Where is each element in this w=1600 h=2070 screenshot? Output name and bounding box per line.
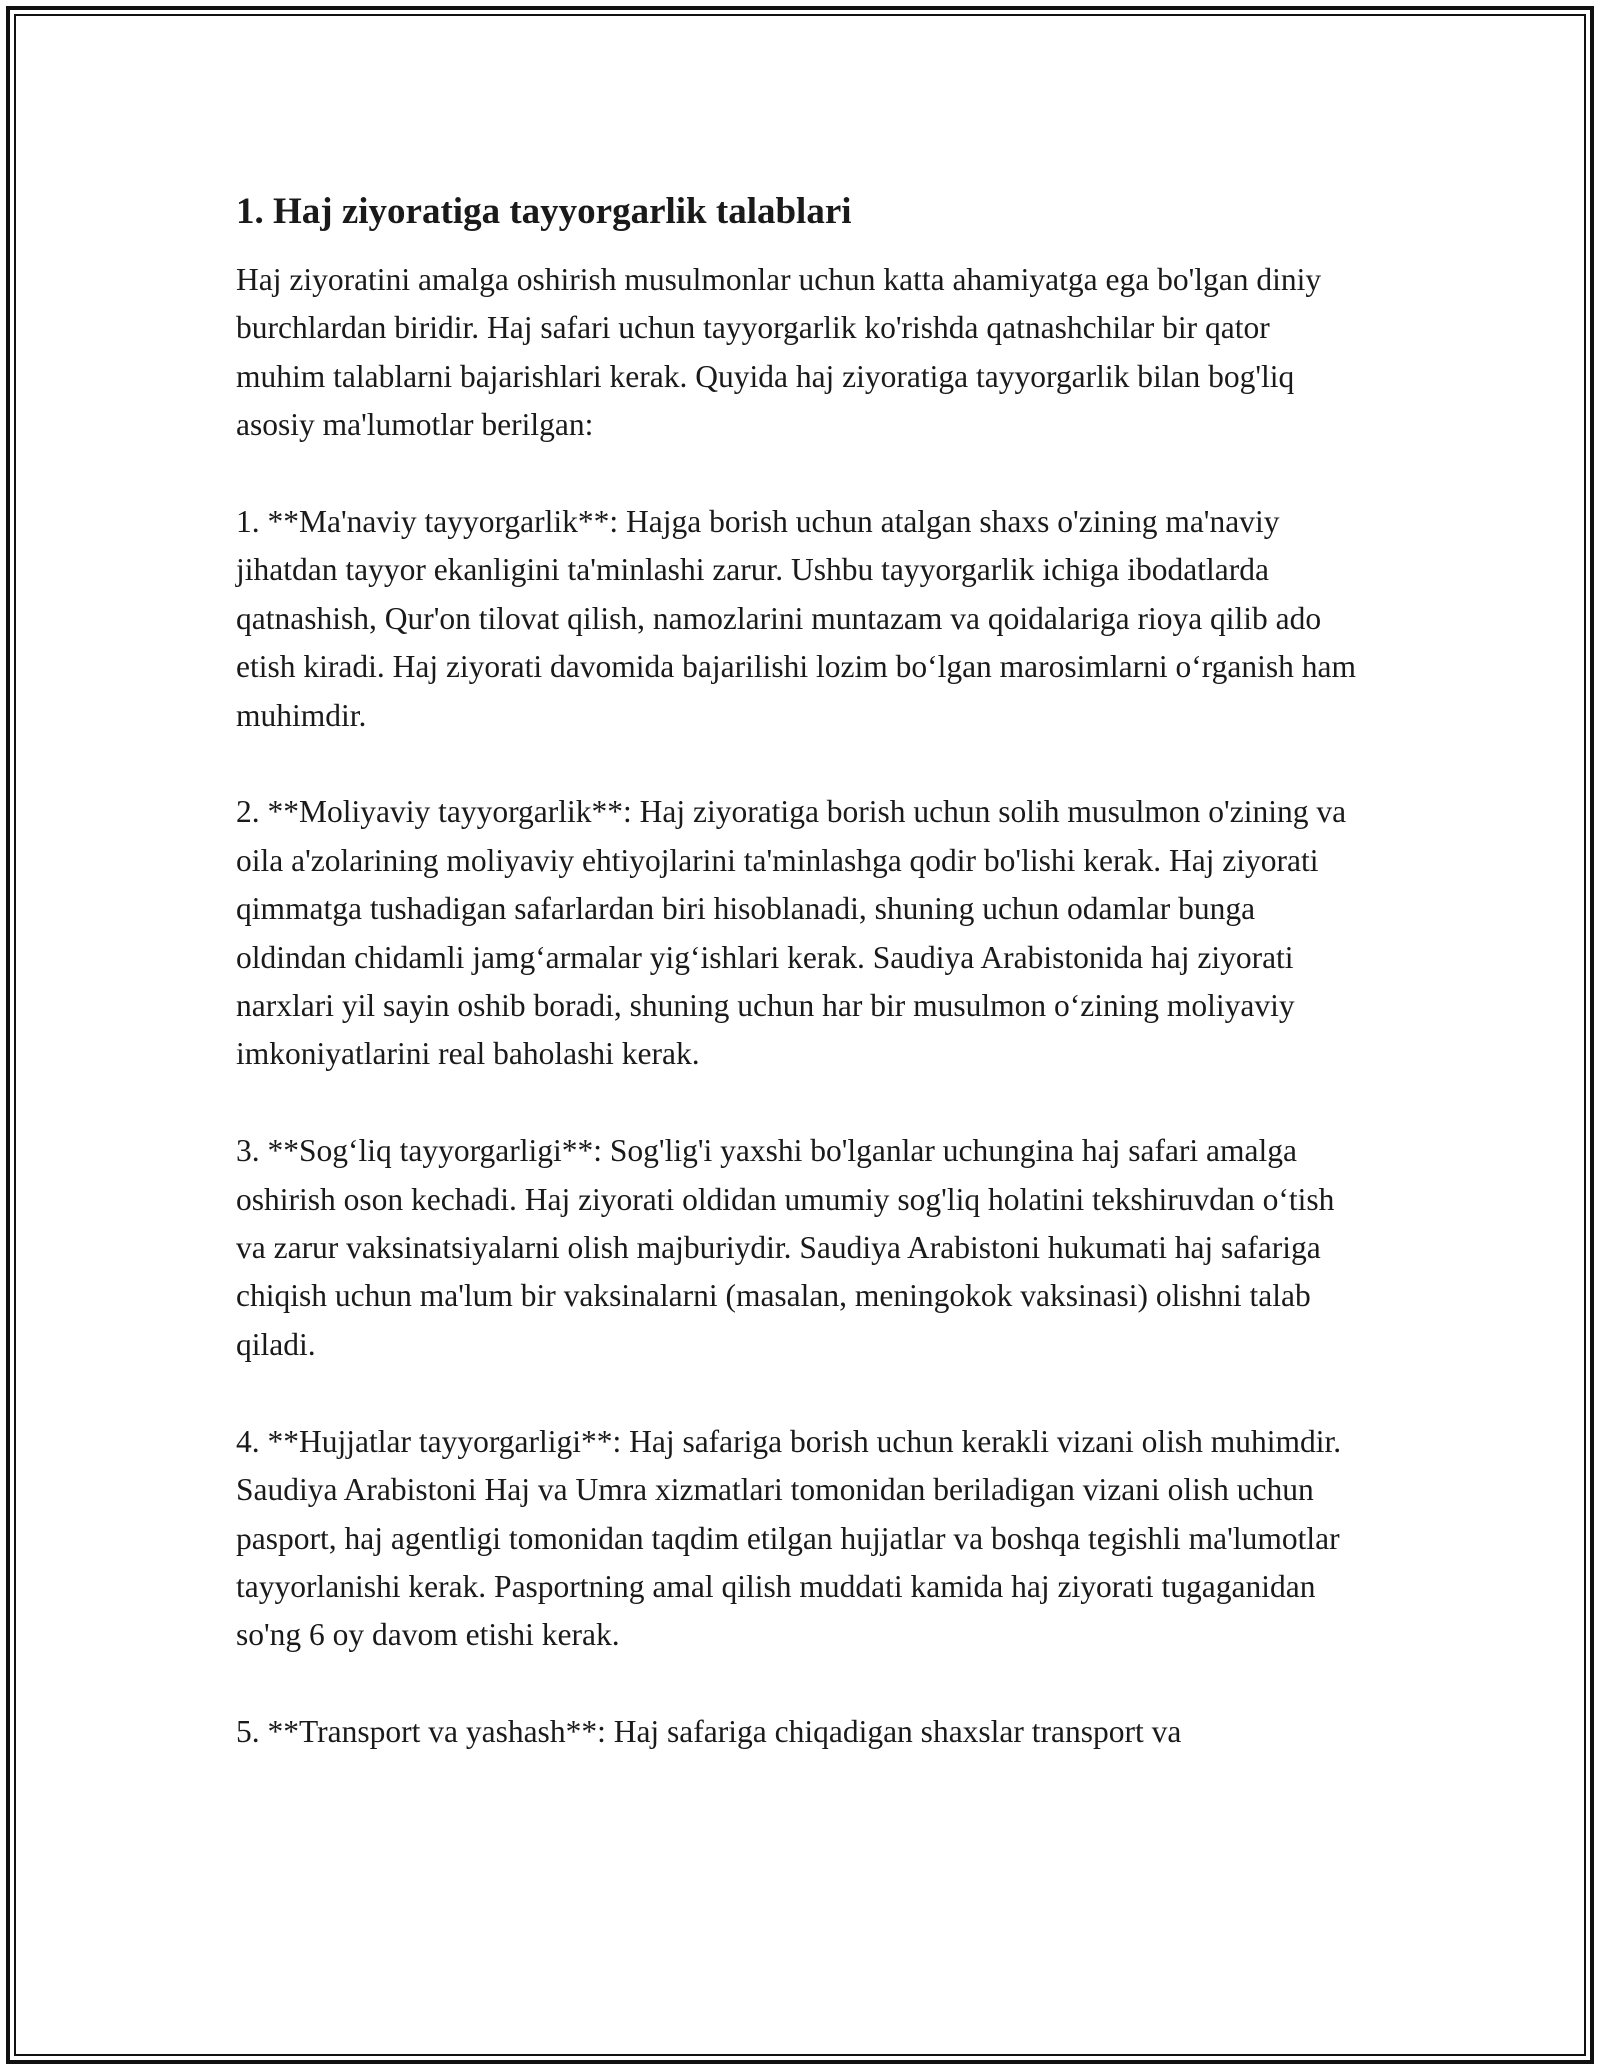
document-body — [236, 186, 1366, 1805]
section-transport-and-housing: 5. **Transport va yashash**: Haj safariga chiqadigan shaxslar transport va — [236, 1714, 1182, 1750]
section-documents-preparation: 4. **Hujjatlar tayyorgarligi**: Haj safariga borish uchun kerakli vizani olish muhimdir. Saudiya Arabistoni Haj va Umra xizmatlari tomonidan beriladigan vizani olish uchun pasport, haj agentligi tomonidan taqdim etilgan hujjatlar va boshqa tegishli ma'lumotlar tayyorlanishi kerak. Pasportning amal qilish muddati kamida haj ziyorati tugaganidan so'ng 6 oy davom etishi kerak. — [236, 1423, 1342, 1653]
section-financial-preparation: 2. **Moliyaviy tayyorgarlik**: Haj ziyoratiga borish uchun solih musulmon o'zining va oila a'zolarining moliyaviy ehtiyojlarini ta'minlashga qodir bo'lishi kerak. Haj ziyorati qimmatga tushadigan safarlardan biri hisoblanadi, shuning uchun odamlar bunga oldindan chidamli jamg‘armalar yig‘ishlari kerak. Saudiya Arabistonida haj ziyorati narxlari yil sayin oshib boradi, shuning uchun har bir musulmon o‘zining moliyaviy imkoniyatlarini real baholashi kerak. — [236, 794, 1347, 1072]
section-spiritual-preparation: 1. **Ma'naviy tayyorgarlik**: Hajga borish uchun atalgan shaxs o'zining ma'naviy jihatdan tayyor ekanligini ta'minlashi zarur. Ushbu tayyorgarlik ichiga ibodatlarda qatnashish, Qur'on tilovat qilish, namozlarini muntazam va qoidalariga rioya qilib ado etish kiradi. Haj ziyorati davomida bajarilishi lozim bo‘lgan marosimlarni o‘rganish ham muhimdir. — [236, 504, 1357, 733]
intro-paragraph: Haj ziyoratini amalga oshirish musulmonlar uchun katta ahamiyatga ega bo'lgan diniy burchlardan biridir. Haj safari uchun tayyorgarlik ko'rishda qatnashchilar bir qator muhim talablarni bajarishlari kerak. Quyida haj ziyoratiga tayyorgarlik bilan bog'liq asosiy ma'lumotlar berilgan: — [236, 262, 1322, 443]
section-health-preparation: 3. **Sog‘liq tayyorgarligi**: Sog'lig'i yaxshi bo'lganlar uchungina haj safari amalga oshirish oson kechadi. Haj ziyorati oldidan umumiy sog'liq holatini tekshiruvdan o‘tish va zarur vaksinatsiyalarni olish majburiydir. Saudiya Arabistoni hukumati haj safariga chiqish uchun ma'lum bir vaksinalarni (masalan, meningokok vaksinasi) olishni talab qiladi. — [236, 1133, 1335, 1362]
document-title: 1. Haj ziyoratiga tayyorgarlik talablari — [236, 191, 852, 232]
